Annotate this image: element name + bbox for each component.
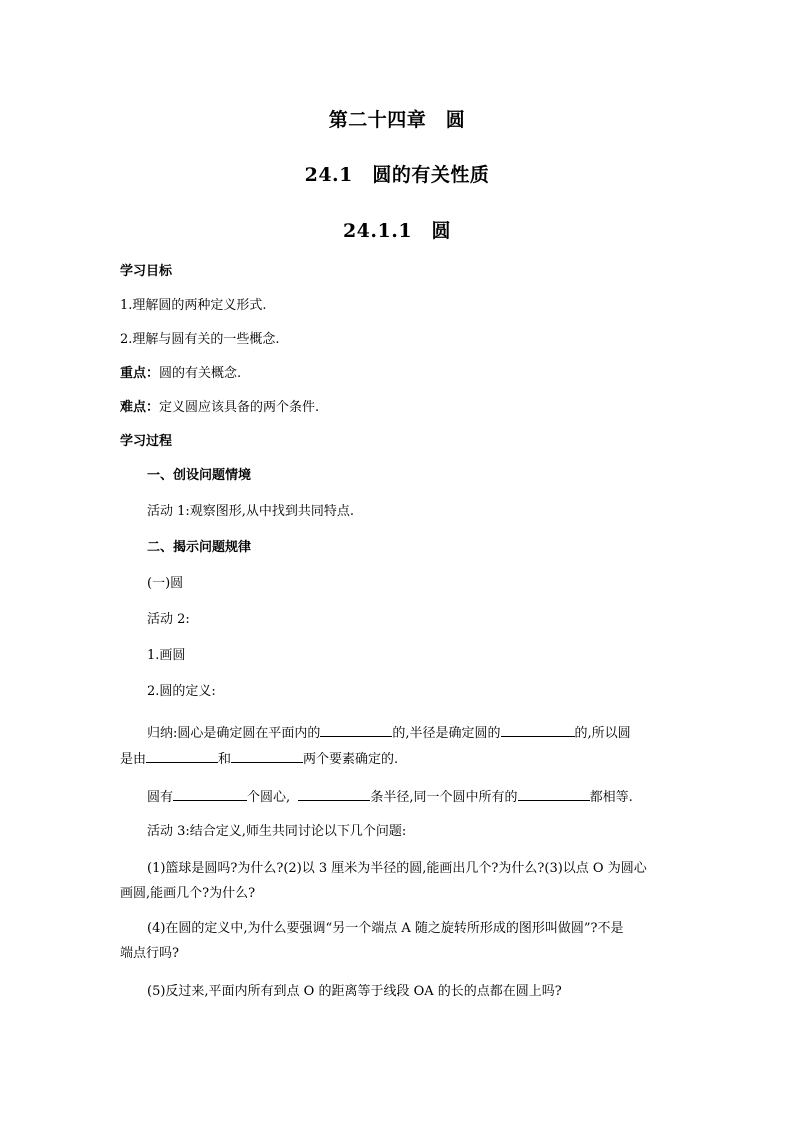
- question-1-3-line-1: (1)篮球是圆吗?为什么?(2)以 3 厘米为半径的圆,能画出几个?为什么?(3)以点 O 为圆心: [147, 861, 647, 876]
- fill-blank: [146, 748, 218, 763]
- fill-blank: [231, 748, 303, 763]
- key-point-text: 圆的有关概念.: [159, 366, 242, 381]
- activity-3-intro: 活动 3:结合定义,师生共同讨论以下几个问题:: [147, 824, 407, 839]
- step-definition: 2.圆的定义:: [147, 684, 216, 699]
- part1-title: 一、创设问题情境: [147, 468, 252, 483]
- goal-item-1: 1.理解圆的两种定义形式.: [120, 298, 267, 313]
- fill-blank: [173, 786, 247, 801]
- difficulty-label: 难点：: [120, 400, 160, 415]
- part2-title: 二、揭示问题规律: [147, 540, 252, 555]
- fill-blank: [518, 786, 590, 801]
- difficulty-text: 定义圆应该具备的两个条件.: [159, 400, 320, 415]
- subsection-title: 24.1.1 圆: [342, 220, 452, 242]
- question-1-3-line-2: 画圆,能画几个?为什么?: [120, 886, 256, 901]
- question-4-line-2: 端点行吗?: [120, 946, 179, 961]
- key-point-label: 重点：: [120, 366, 160, 381]
- sub-section-circle: (一)圆: [147, 576, 184, 591]
- fill-blank: [298, 786, 370, 801]
- goal-item-2: 2.理解与圆有关的一些概念.: [120, 332, 280, 347]
- fill-blank: [501, 722, 575, 737]
- summary-line-2: 是由 和 两个要素确定的.: [120, 748, 398, 769]
- summary-line-1: 归纳:圆心是确定圆在平面内的 的,半径是确定圆的 的,所以圆: [147, 722, 631, 743]
- key-point: [120, 365, 241, 383]
- question-4-line-1: (4)在圆的定义中,为什么要强调“另一个端点 A 随之旋转所形成的图形叫做圆”?不是: [147, 921, 624, 936]
- activity-1: 活动 1:观察图形,从中找到共同特点.: [147, 504, 355, 519]
- difficulty: [120, 399, 319, 417]
- activity-2: 活动 2:: [147, 612, 190, 627]
- process-label: 学习过程: [120, 434, 173, 449]
- goals-label: 学习目标: [120, 264, 173, 279]
- step-draw-circle: 1.画圆: [147, 648, 186, 663]
- section-title: 24.1 圆的有关性质: [304, 164, 490, 186]
- question-5: (5)反过来,平面内所有到点 O 的距离等于线段 OA 的长的点都在圆上吗?: [147, 984, 562, 999]
- circle-has-line: 圆有 个圆心, 条半径,同一个圆中所有的 都相等.: [147, 786, 633, 807]
- chapter-title: 第二十四章 圆: [328, 109, 466, 131]
- fill-blank: [320, 722, 392, 737]
